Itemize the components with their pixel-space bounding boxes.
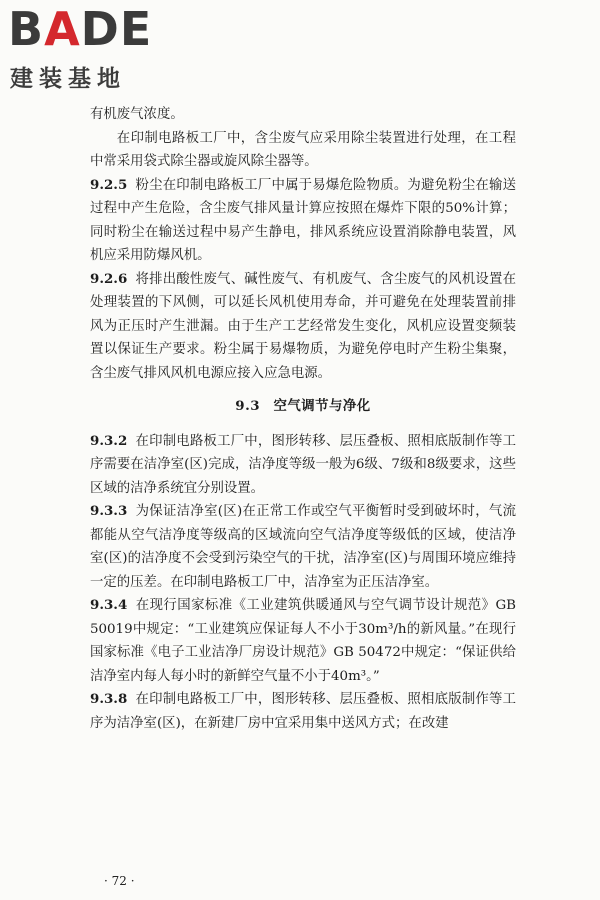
brand-logo xyxy=(8,4,188,94)
clause-number: 9.2.5 xyxy=(90,176,128,193)
clause-text: 在现行国家标准《工业建筑供暖通风与空气调节设计规范》GB 50019中规定：“工业建筑应保证每人不小于30m³/h的新风量。”在现行国家标准《电子工业洁净厂房设计规范》GB 50472中规定：“保证供给洁净室内每人每小时的新鲜空气量不小于40m³。” xyxy=(90,598,516,684)
logo-subtitle: 建装基地 xyxy=(10,66,126,92)
clause-text: 在印制电路板工厂中，图形转移、层压叠板、照相底版制作等工序为洁净室(区)，在新建厂房中宜采用集中送风方式；在改建 xyxy=(90,692,516,731)
clause-9-3-2 xyxy=(90,430,516,501)
clause-9-3-4 xyxy=(90,594,516,688)
logo-wordmark: BADE xyxy=(8,2,153,56)
clause-9-3-8 xyxy=(90,688,516,735)
paragraph: 有机废气浓度。 xyxy=(90,107,184,122)
clause-text: 粉尘在印制电路板工厂中属于易爆危险物质。为避免粉尘在输送过程中产生危险，含尘废气排风量计算应按照在爆炸下限的50%计算；同时粉尘在输送过程中易产生静电，排风系统应设置消除静电装置，风机应采用防爆风机。 xyxy=(90,177,516,263)
clause-number: 9.3.2 xyxy=(90,432,128,449)
clause-number: 9.2.6 xyxy=(90,270,128,287)
document-body xyxy=(90,103,516,735)
clause-number: 9.3.3 xyxy=(90,503,128,519)
clause-text: 为保证洁净室(区)在正常工作或空气平衡暂时受到破坏时，气流都能从空气洁净度等级高的区域流向空气洁净度等级低的区域，使洁净室(区)的洁净度不会受到污染空气的干扰，洁净室(区)与周围环境应维持一定的压差。在印制电路板工厂中，洁净室为正压洁净室。 xyxy=(90,504,516,590)
clause-text: 将排出酸性废气、碱性废气、有机废气、含尘废气的风机设置在处理装置的下风侧，可以延长风机使用寿命，并可避免在处理装置前排风为正压时产生泄漏。由于生产工艺经常发生变化，风机应设置变频装置以保证生产要求。粉尘属于易爆物质，为避免停电时产生粉尘集聚，含尘废气排风风机电源应接入应急电源。 xyxy=(90,271,516,381)
paragraph: 在印制电路板工厂中，含尘废气应采用除尘装置进行处理，在工程中常采用袋式除尘器或旋风除尘器等。 xyxy=(90,130,516,169)
clause-text: 在印制电路板工厂中，图形转移、层压叠板、照相底版制作等工序需要在洁净室(区)完成，洁净度等级一般为6级、7级和8级要求，这些区域的洁净系统宜分别设置。 xyxy=(90,433,516,496)
clause-9-3-3 xyxy=(90,500,516,594)
section-heading: 9.3 空气调节与净化 xyxy=(235,398,371,414)
page-number: · 72 · xyxy=(104,874,135,888)
clause-9-2-5 xyxy=(90,174,516,268)
clause-9-2-6 xyxy=(90,268,516,386)
clause-number: 9.3.8 xyxy=(90,691,128,707)
clause-number: 9.3.4 xyxy=(90,597,128,613)
